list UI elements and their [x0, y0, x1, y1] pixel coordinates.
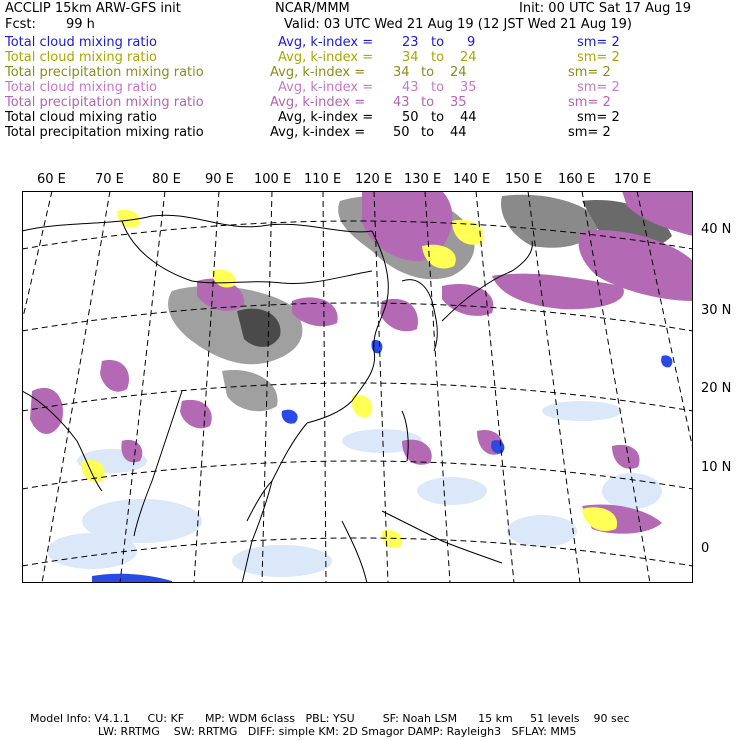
- legend-k-start: 50: [402, 110, 419, 125]
- legend-k-end: 24: [450, 65, 467, 80]
- legend-avg-label: Avg, k-index =: [278, 110, 374, 125]
- legend-row: [0, 35, 740, 50]
- legend-row: [0, 65, 740, 80]
- legend-k-start: 43: [402, 80, 419, 95]
- init-time: Init: 00 UTC Sat 17 Aug 19: [519, 1, 692, 16]
- legend-smoothing: sm= 2: [577, 80, 620, 95]
- legend-smoothing: sm= 2: [577, 35, 620, 50]
- legend-smoothing: sm= 2: [568, 65, 611, 80]
- legend: [0, 0, 740, 150]
- forecast-hours: 99 h: [66, 17, 95, 32]
- lon-label: 130 E: [404, 172, 442, 187]
- legend-avg-label: Avg, k-index =: [278, 35, 374, 50]
- legend-smoothing: sm= 2: [568, 125, 611, 140]
- lat-label: 30 N: [701, 303, 732, 318]
- lon-label: 110 E: [304, 172, 342, 187]
- legend-k-start: 23: [402, 35, 419, 50]
- legend-field-name: Total precipitation mixing ratio: [5, 65, 204, 80]
- legend-field-name: Total cloud mixing ratio: [5, 110, 158, 125]
- lon-label: 70 E: [95, 172, 124, 187]
- map-panel: [22, 191, 693, 583]
- legend-row: [0, 95, 740, 110]
- lon-label: 100 E: [254, 172, 292, 187]
- model-title: ACCLIP 15km ARW-GFS init: [5, 1, 181, 16]
- legend-to: to: [421, 125, 435, 140]
- lat-label: 10 N: [701, 460, 732, 475]
- legend-field-name: Total cloud mixing ratio: [5, 80, 158, 95]
- lon-label: 90 E: [205, 172, 234, 187]
- legend-smoothing: sm= 2: [568, 95, 611, 110]
- legend-k-end: 24: [460, 50, 477, 65]
- legend-k-end: 35: [450, 95, 467, 110]
- legend-to: to: [431, 110, 445, 125]
- lon-label: 60 E: [37, 172, 66, 187]
- legend-k-start: 50: [393, 125, 410, 140]
- legend-k-end: 35: [460, 80, 477, 95]
- legend-to: to: [431, 80, 445, 95]
- legend-to: to: [421, 95, 435, 110]
- lon-label: 170 E: [614, 172, 652, 187]
- lon-label: 140 E: [453, 172, 491, 187]
- lon-label: 160 E: [558, 172, 596, 187]
- legend-to: to: [431, 50, 445, 65]
- legend-row: [0, 110, 740, 125]
- legend-avg-label: Avg, k-index =: [278, 50, 374, 65]
- model-info-line-1: Model Info: V4.1.1 CU: KF MP: WDM 6class PBL: YSU SF: Noah LSM 15 km 51 levels 90 sec: [30, 712, 630, 725]
- legend-field-name: Total cloud mixing ratio: [5, 50, 158, 65]
- legend-avg-label: Avg, k-index =: [270, 65, 366, 80]
- legend-k-start: 34: [402, 50, 419, 65]
- legend-row: [0, 125, 740, 140]
- legend-row: [0, 50, 740, 65]
- legend-avg-label: Avg, k-index =: [270, 95, 366, 110]
- model-info-line-2: LW: RRTMG SW: RRTMG DIFF: simple KM: 2D Smagor DAMP: Rayleigh3 SFLAY: MM5: [98, 725, 577, 738]
- center-label: NCAR/MMM: [275, 1, 350, 16]
- legend-k-start: 34: [393, 65, 410, 80]
- legend-field-name: Total precipitation mixing ratio: [5, 95, 204, 110]
- legend-field-name: Total cloud mixing ratio: [5, 35, 158, 50]
- legend-to: to: [431, 35, 445, 50]
- lon-label: 80 E: [152, 172, 181, 187]
- forecast-label: Fcst:: [5, 17, 36, 32]
- legend-row: [0, 80, 740, 95]
- legend-smoothing: sm= 2: [577, 110, 620, 125]
- lat-label: 20 N: [701, 381, 732, 396]
- legend-smoothing: sm= 2: [577, 50, 620, 65]
- legend-k-end: 44: [450, 125, 467, 140]
- lat-label: 0: [701, 541, 710, 556]
- legend-k-end: 44: [460, 110, 477, 125]
- legend-k-end: 9: [467, 35, 476, 50]
- lat-label: 40 N: [701, 222, 732, 237]
- legend-field-name: Total precipitation mixing ratio: [5, 125, 204, 140]
- legend-avg-label: Avg, k-index =: [278, 80, 374, 95]
- legend-k-start: 43: [393, 95, 410, 110]
- lon-label: 120 E: [355, 172, 393, 187]
- legend-avg-label: Avg, k-index =: [270, 125, 366, 140]
- legend-to: to: [421, 65, 435, 80]
- lon-label: 150 E: [505, 172, 543, 187]
- valid-time: Valid: 03 UTC Wed 21 Aug 19 (12 JST Wed 21 Aug 19): [284, 17, 632, 32]
